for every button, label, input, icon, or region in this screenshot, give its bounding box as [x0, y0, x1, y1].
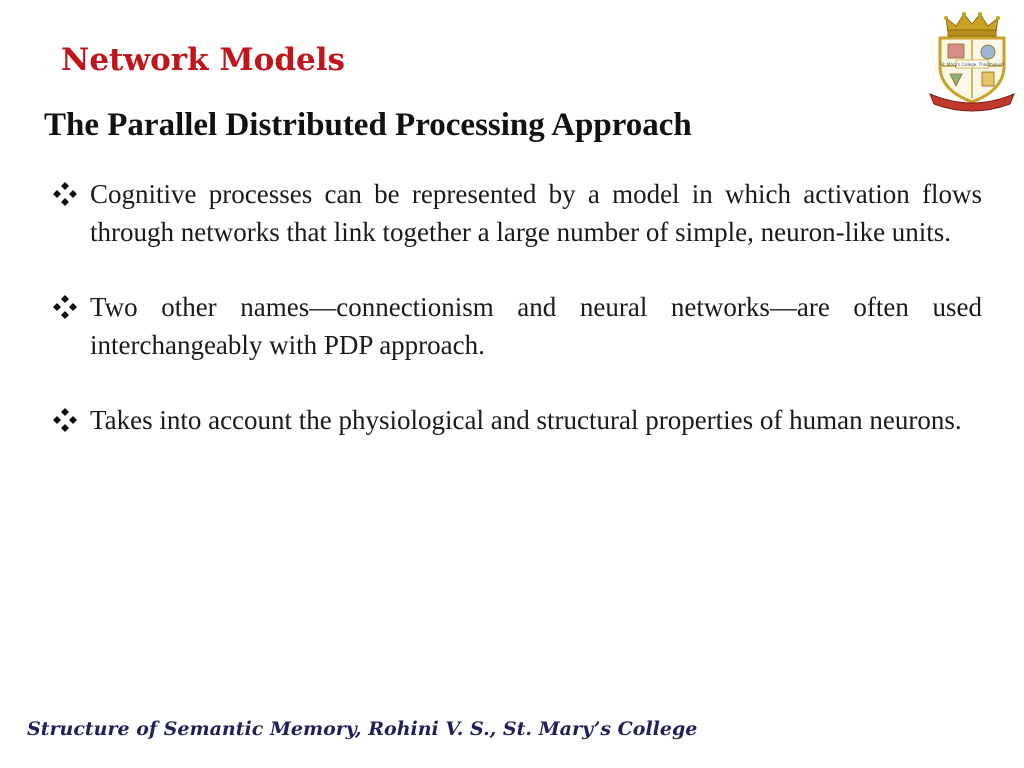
slide-footer: Structure of Semantic Memory, Rohini V. S., St. Mary’s College [27, 718, 698, 740]
crown-icon [944, 12, 1000, 36]
bullet-item [50, 288, 982, 364]
bullet-item [50, 401, 982, 439]
diamond-bullet-icon [52, 294, 78, 320]
shield-icon [940, 38, 1004, 102]
diamond-bullet-icon [52, 181, 78, 207]
slide-title: Network Models [61, 42, 345, 78]
college-crest-icon [926, 8, 1018, 112]
bullet-text: Two other names—connectionism and neural networks—are often used interchangeably with PDP approach. [90, 292, 982, 360]
crest-text: St. Mary's College, Thoothukudi [940, 62, 1004, 67]
diamond-bullet-icon [52, 407, 78, 433]
bullet-item [50, 175, 982, 251]
slide-subtitle: The Parallel Distributed Processing Approach [44, 107, 692, 143]
bullet-list [50, 175, 982, 476]
bullet-text: Cognitive processes can be represented by a model in which activation flows through networks that link together a large number of simple, neuron-like units. [90, 179, 982, 247]
bullet-text: Takes into account the physiological and structural properties of human neurons. [90, 405, 962, 435]
